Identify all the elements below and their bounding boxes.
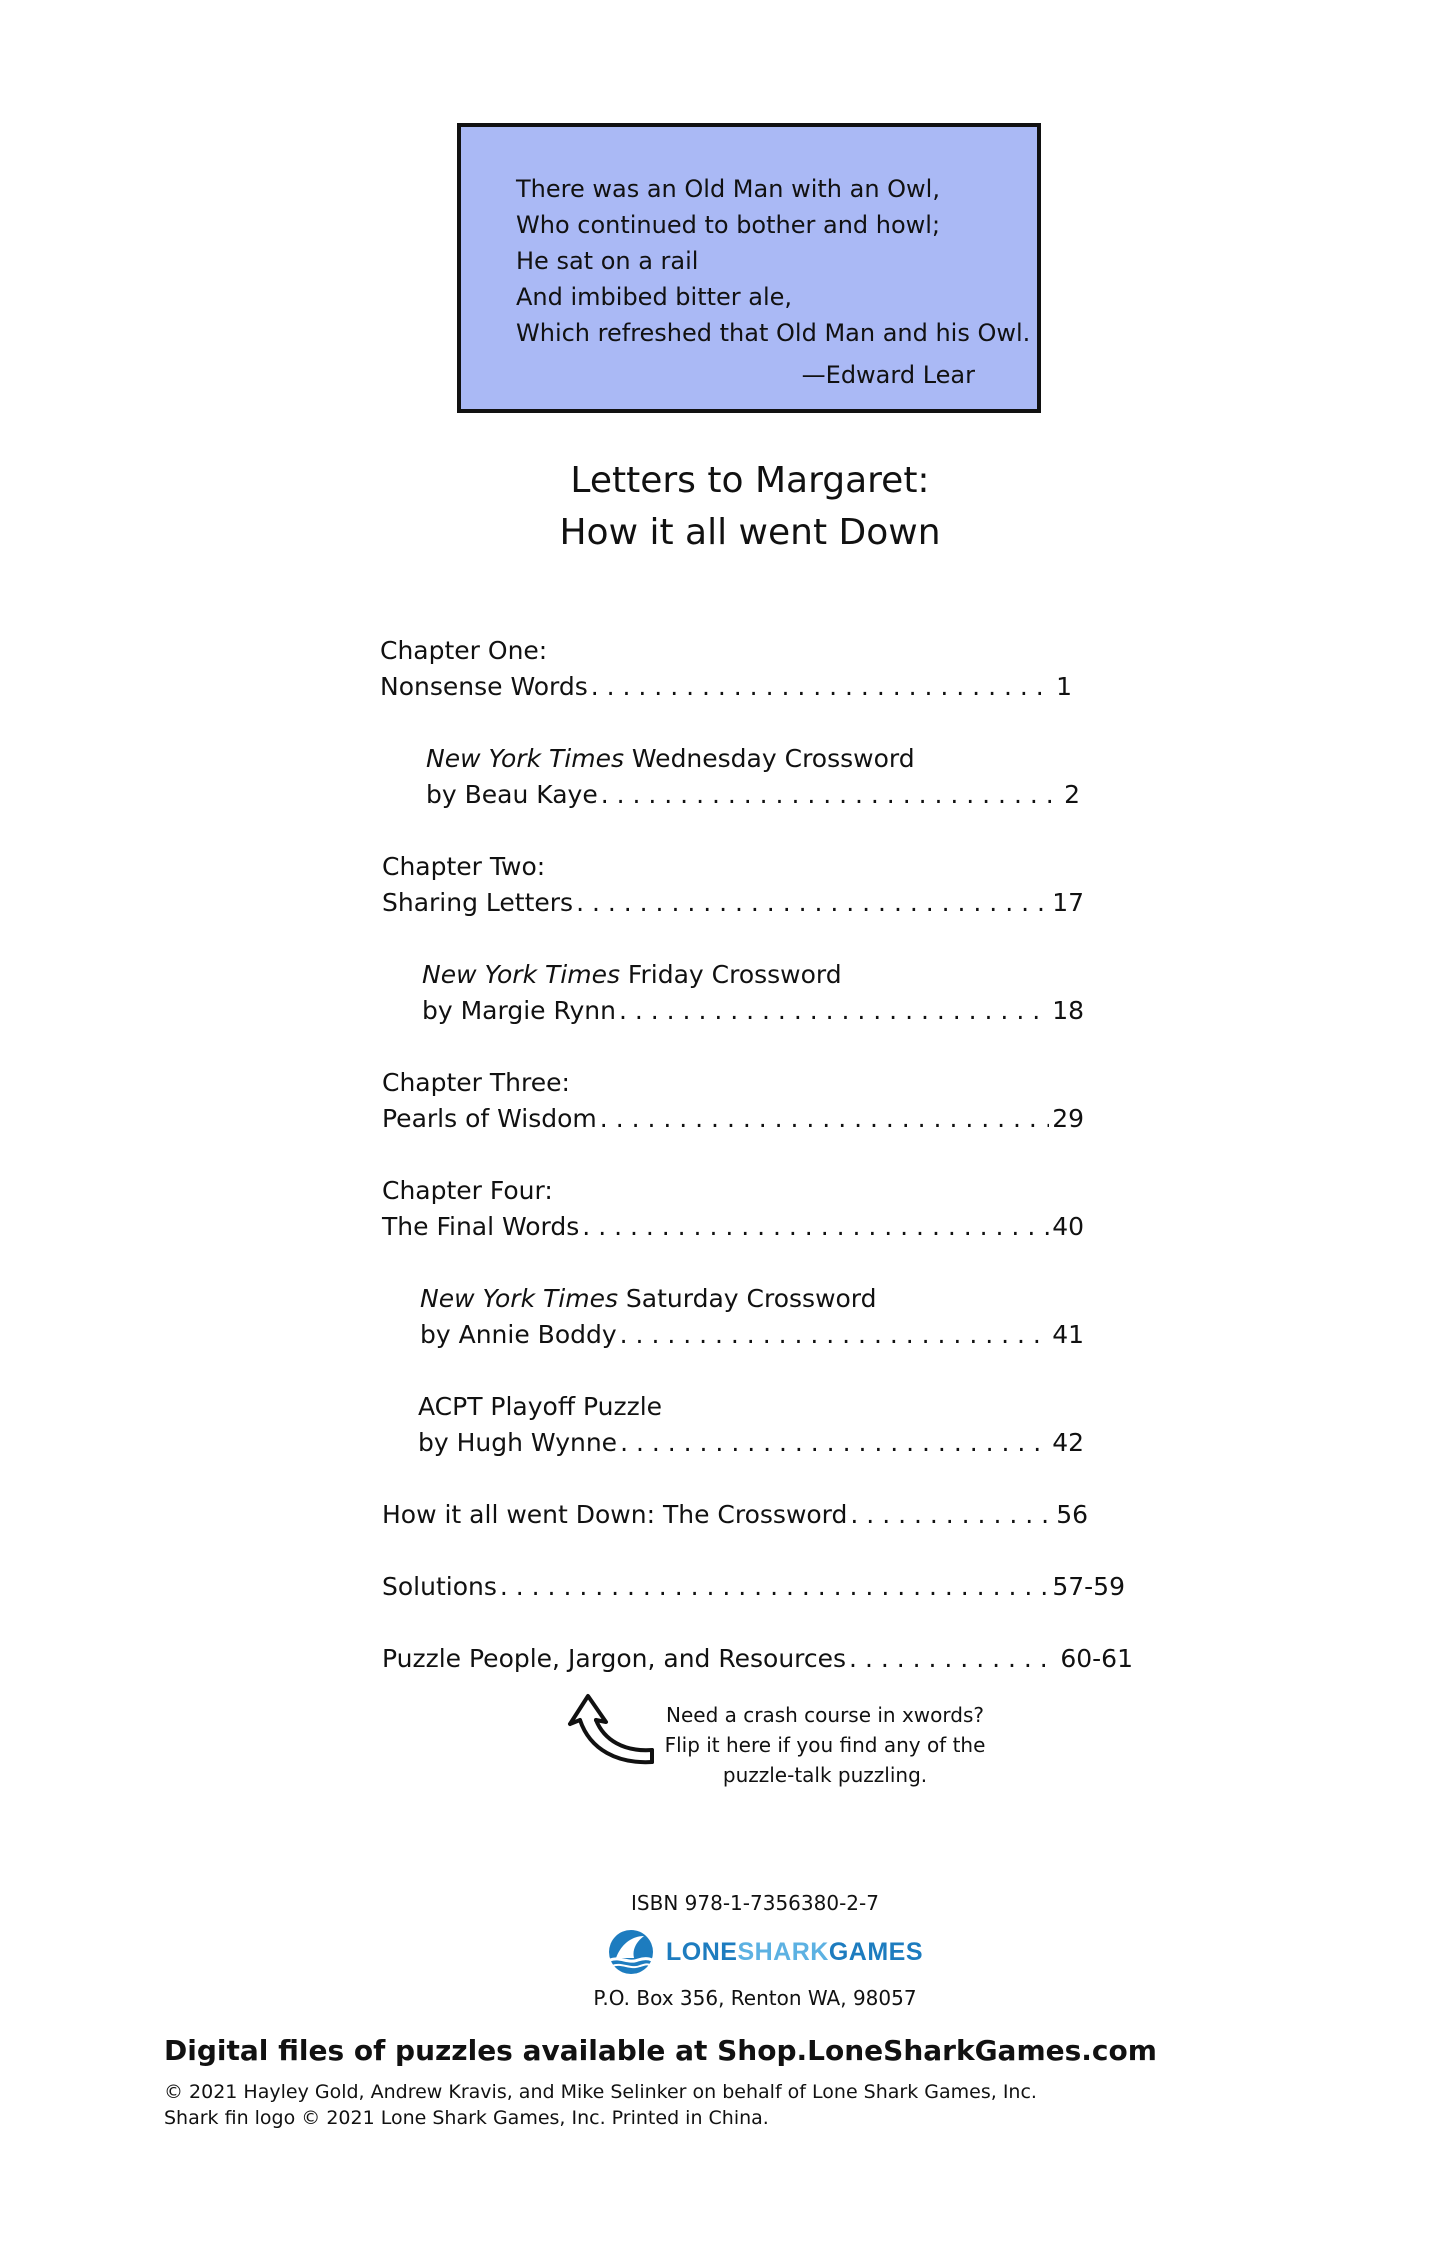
toc-entry-page: 40 <box>1052 1212 1084 1241</box>
toc-entry-page: 18 <box>1052 996 1084 1025</box>
digital-files-link: Digital files of puzzles available at Shop.LoneSharkGames.com <box>164 2034 1157 2067</box>
toc-entry-chapter-four[interactable] <box>382 1212 1084 1241</box>
toc-entry-title: Sharing Letters <box>382 888 574 917</box>
chapter-four-label: Chapter Four: <box>382 1176 553 1205</box>
dot-leader <box>600 1104 1049 1133</box>
chapter-two-label: Chapter Two: <box>382 852 546 881</box>
dot-leader <box>582 1212 1049 1241</box>
toc-entry-page: 41 <box>1052 1320 1084 1349</box>
toc-entry-chapter-one[interactable] <box>380 672 1072 701</box>
dot-leader <box>620 1428 1049 1457</box>
toc-entry-page: 1 <box>1056 672 1072 701</box>
chapter-one-label: Chapter One: <box>380 636 548 665</box>
toc-entry-page: 60-61 <box>1060 1644 1133 1673</box>
toc-entry-title: by Margie Rynn <box>422 996 616 1025</box>
poem-line: And imbibed bitter ale, <box>516 283 793 311</box>
dot-leader <box>850 1500 1053 1529</box>
poem-author: —Edward Lear <box>801 361 975 389</box>
toc-entry-friday-crossword[interactable] <box>422 996 1084 1025</box>
puzzle-four-label: ACPT Playoff Puzzle <box>418 1392 663 1421</box>
toc-entry-title: by Annie Boddy <box>420 1320 617 1349</box>
lone-shark-games-logo <box>604 1928 923 1976</box>
toc-entry-wednesday-crossword[interactable] <box>426 780 1080 809</box>
logo-wordmark: LONESHARKGAMES <box>666 1937 924 1966</box>
crash-course-note: Need a crash course in xwords? Flip it here if you find any of the puzzle-talk puzzling. <box>664 1703 986 1787</box>
toc-entry-solutions[interactable] <box>382 1572 1125 1601</box>
toc-entry-page: 42 <box>1052 1428 1084 1457</box>
poem-line: Which refreshed that Old Man and his Owl. <box>516 319 1031 347</box>
copyright-line: © 2021 Hayley Gold, Andrew Kravis, and Mike Selinker on behalf of Lone Shark Games, Inc. <box>164 2081 1037 2103</box>
dot-leader <box>620 1320 1050 1349</box>
poem-line: Who continued to bother and howl; <box>516 211 941 239</box>
copyright-line: Shark fin logo © 2021 Lone Shark Games, Inc. Printed in China. <box>164 2107 769 2129</box>
toc-entry-saturday-crossword[interactable] <box>420 1320 1084 1349</box>
toc-entry-crossword[interactable] <box>382 1500 1088 1529</box>
toc-entry-title: Solutions <box>382 1572 497 1601</box>
dot-leader <box>500 1572 1049 1601</box>
toc-entry-page: 56 <box>1056 1500 1088 1529</box>
toc-entry-title: Pearls of Wisdom <box>382 1104 597 1133</box>
puzzle-two-label: New York Times Friday Crossword <box>422 960 842 989</box>
puzzle-three-label: New York Times Saturday Crossword <box>420 1284 877 1313</box>
toc-entry-page: 2 <box>1064 780 1080 809</box>
publisher-address: P.O. Box 356, Renton WA, 98057 <box>593 1986 917 2010</box>
toc-entry-title: Puzzle People, Jargon, and Resources <box>382 1644 847 1673</box>
dot-leader <box>601 780 1061 809</box>
toc-entry-title: by Hugh Wynne <box>418 1428 618 1457</box>
shark-fin-icon <box>604 1928 658 1976</box>
page-title: Letters to Margaret: <box>570 460 930 501</box>
toc-entry-title: How it all went Down: The Crossword <box>382 1500 848 1529</box>
toc-entry-chapter-two[interactable] <box>382 888 1084 917</box>
poem-box <box>457 123 1041 413</box>
dot-leader <box>619 996 1049 1025</box>
page-subtitle: How it all went Down <box>559 512 941 553</box>
toc-entry-acpt-playoff[interactable] <box>418 1428 1084 1457</box>
toc-entry-page: 29 <box>1052 1104 1084 1133</box>
poem-line: He sat on a rail <box>516 247 699 275</box>
dot-leader <box>591 672 1053 701</box>
toc-entry-page: 17 <box>1052 888 1084 917</box>
poem-line: There was an Old Man with an Owl, <box>516 175 940 203</box>
toc-entry-title: by Beau Kaye <box>426 780 598 809</box>
toc-entry-title: Nonsense Words <box>380 672 588 701</box>
puzzle-one-label: New York Times Wednesday Crossword <box>426 744 915 773</box>
toc-entry-page: 57-59 <box>1052 1572 1125 1601</box>
toc-entry-resources[interactable] <box>382 1644 1133 1673</box>
dot-leader <box>849 1644 1057 1673</box>
chapter-three-label: Chapter Three: <box>382 1068 570 1097</box>
poem-lines <box>516 171 1030 351</box>
toc-entry-title: The Final Words <box>382 1212 580 1241</box>
toc-entry-chapter-three[interactable] <box>382 1104 1084 1133</box>
isbn: ISBN 978-1-7356380-2-7 <box>631 1891 879 1915</box>
dot-leader <box>576 888 1049 917</box>
